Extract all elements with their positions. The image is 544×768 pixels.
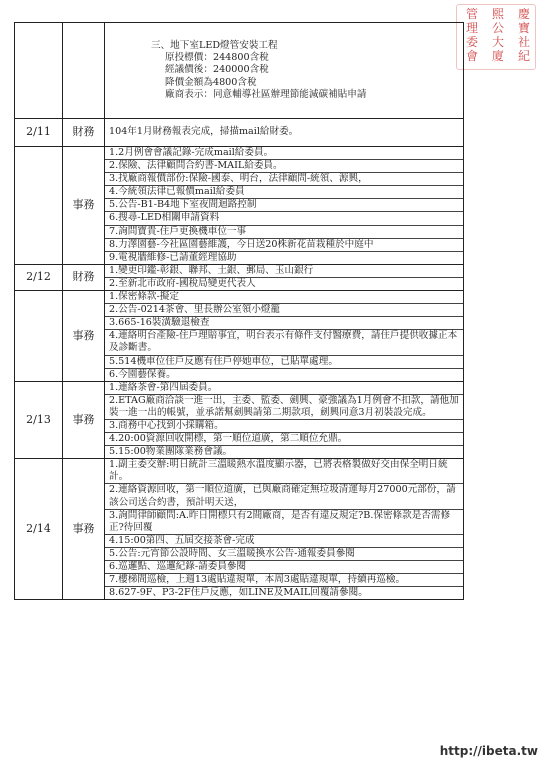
intro-row [15, 23, 464, 119]
intro-line: 三、地下室LED燈管安裝工程 [151, 40, 278, 52]
list-item: 4.今統領法律已報價mail給委員 [105, 186, 463, 199]
category-cell: 財務 [63, 119, 105, 147]
items-cell [105, 264, 464, 290]
list-item: 5.15:00物業團隊業務會議。 [109, 446, 233, 458]
list-item: 1.保密條款-擬定 [105, 291, 463, 304]
list-item: 3.665-16裝潢驗退檢查 [105, 317, 463, 330]
list-item: 4.15:00第四、五屆交接茶會-完成 [105, 535, 463, 548]
list-item: 2.至新北市政府-國稅局變更代表人 [109, 277, 256, 289]
list-item: 7.樓梯間巡檢，上週13處貼違規單，本周3處貼違規單，持續再巡檢。 [105, 574, 463, 587]
list-item: 5.514機車位住戶反應有住戶停她車位，已貼單處理。 [105, 356, 463, 369]
intro-line: 廠商表示：同意輔導社區辦理節能減碳補貼申請 [165, 88, 367, 100]
list-item: 1.2月例會會議記錄-完成mail給委員。 [105, 147, 463, 160]
list-item: 8.力澤園藝-今社區園藝維護，今日送20株新花苗栽種於中庭中 [105, 239, 463, 252]
list-item: 9.電視牆維修-已請董經理協助 [109, 251, 237, 263]
list-item: 1.副主委交辦:明日統計三溫暖熱水溫度顯示器，已將表格製做好交由保全明日統計。 [105, 459, 463, 484]
list-item: 3.商務中心找到小採購箱。 [105, 420, 463, 433]
svg-text:慶: 慶 [518, 7, 531, 21]
table-row [15, 291, 464, 382]
list-item: 2.連絡資源回收，第一順位道廣，已與廠商確定無垃圾清運每月27000元部份，請該公司送合約書，預計明天送， [105, 484, 463, 509]
intro-category-cell [63, 23, 105, 119]
list-item: 3.找廠商報價部份:保險-國泰、明台，法律顧問-統領、源興， [105, 173, 463, 186]
seal-glyphs [456, 4, 536, 70]
red-seal-stamp [456, 4, 536, 70]
table-row [15, 119, 464, 147]
items-cell [105, 381, 464, 459]
list-item: 2.公告-0214茶會、里長辦公室領小燈籠 [105, 304, 463, 317]
intro-line: 經議價後：240000含稅 [165, 64, 269, 76]
svg-text:廈: 廈 [492, 49, 505, 63]
date-cell [15, 147, 63, 265]
intro-date-cell [15, 23, 63, 119]
list-item: 6.巡邏點、巡邏紀錄-請委員參閱 [105, 561, 463, 574]
date-cell [15, 291, 63, 382]
list-item: 7.詢問寶貴-住戶更換機車位一事 [105, 226, 463, 239]
watermark-url: http://ibeta.tw [439, 744, 538, 758]
list-item: 1.連絡茶會-第四屆委員。 [105, 382, 463, 395]
svg-text:理: 理 [466, 21, 479, 35]
table-row [15, 264, 464, 290]
date-cell: 2/12 [15, 264, 63, 290]
list-item: 5.公告:元宵節公設時間、女三溫暖換水公告-通報委員參閱 [105, 548, 463, 561]
list-item: 2.保險、法律顧問合約書-MAIL給委員。 [105, 160, 463, 173]
items-cell [105, 459, 464, 600]
intro-line: 原投標價：244800含稅 [165, 52, 269, 64]
svg-text:委: 委 [466, 35, 479, 49]
list-item: 1.變更印鑑-彰銀、聯邦、土銀、郵局、玉山銀行 [105, 265, 463, 278]
category-cell: 事務 [63, 381, 105, 459]
items-cell [105, 147, 464, 265]
list-item: 6.搜尋-LED相關申請資料 [105, 212, 463, 225]
list-item: 8.627-9F、P3-2F住戶反應，如LINE及MAIL回覆請參閱。 [109, 587, 368, 599]
svg-text:會: 會 [466, 49, 479, 63]
list-item: 3.詢問律師顧問:A.昨日開標只有2間廠商，是否有違反規定?B.保密條款是否需修正?待回覆 [105, 510, 463, 535]
list-item: 2.ETAG廠商洽談一進一出，主委、監委、劍興、豪強議為1月例會不扣款，請他加裝一進一出的帳號，並承諾幫劍興請第二期款項，劍興同意3月初裝設完成。 [105, 395, 463, 420]
table-row [15, 459, 464, 600]
intro-line: 降價金額為4800含稅 [165, 76, 257, 88]
table-row [15, 381, 464, 459]
svg-text:管: 管 [466, 7, 479, 21]
date-cell: 2/11 [15, 119, 63, 147]
svg-text:社: 社 [518, 35, 531, 49]
category-cell: 事務 [63, 147, 105, 265]
category-cell: 財務 [63, 264, 105, 290]
category-cell: 事務 [63, 291, 105, 382]
items-cell [105, 291, 464, 382]
svg-text:紀: 紀 [518, 49, 531, 63]
items-cell [105, 119, 464, 147]
list-item: 6.今園藝保養。 [109, 368, 176, 380]
svg-text:寶: 寶 [518, 21, 531, 35]
svg-text:大: 大 [492, 35, 505, 49]
category-cell: 事務 [63, 459, 105, 600]
list-item: 4.20:00資源回收開標，第一順位道廣，第二順位允鼎。 [105, 433, 463, 446]
date-cell: 2/13 [15, 381, 63, 459]
table-row [15, 147, 464, 265]
svg-text:熙: 熙 [492, 7, 505, 21]
intro-content [105, 23, 464, 119]
list-item: 4.連絡明台產險-住戶理賠事宜，明台表示有條件支付醫療費，請住戶提供收據正本及診斷書。 [105, 330, 463, 355]
list-item: 5.公告-B1-B4地下室夜間迴路控制 [105, 199, 463, 212]
svg-text:公: 公 [492, 21, 505, 35]
work-log-table [14, 22, 464, 600]
list-item: 104年1月財務報表完成，掃描mail給財委。 [109, 126, 299, 138]
date-cell: 2/14 [15, 459, 63, 600]
